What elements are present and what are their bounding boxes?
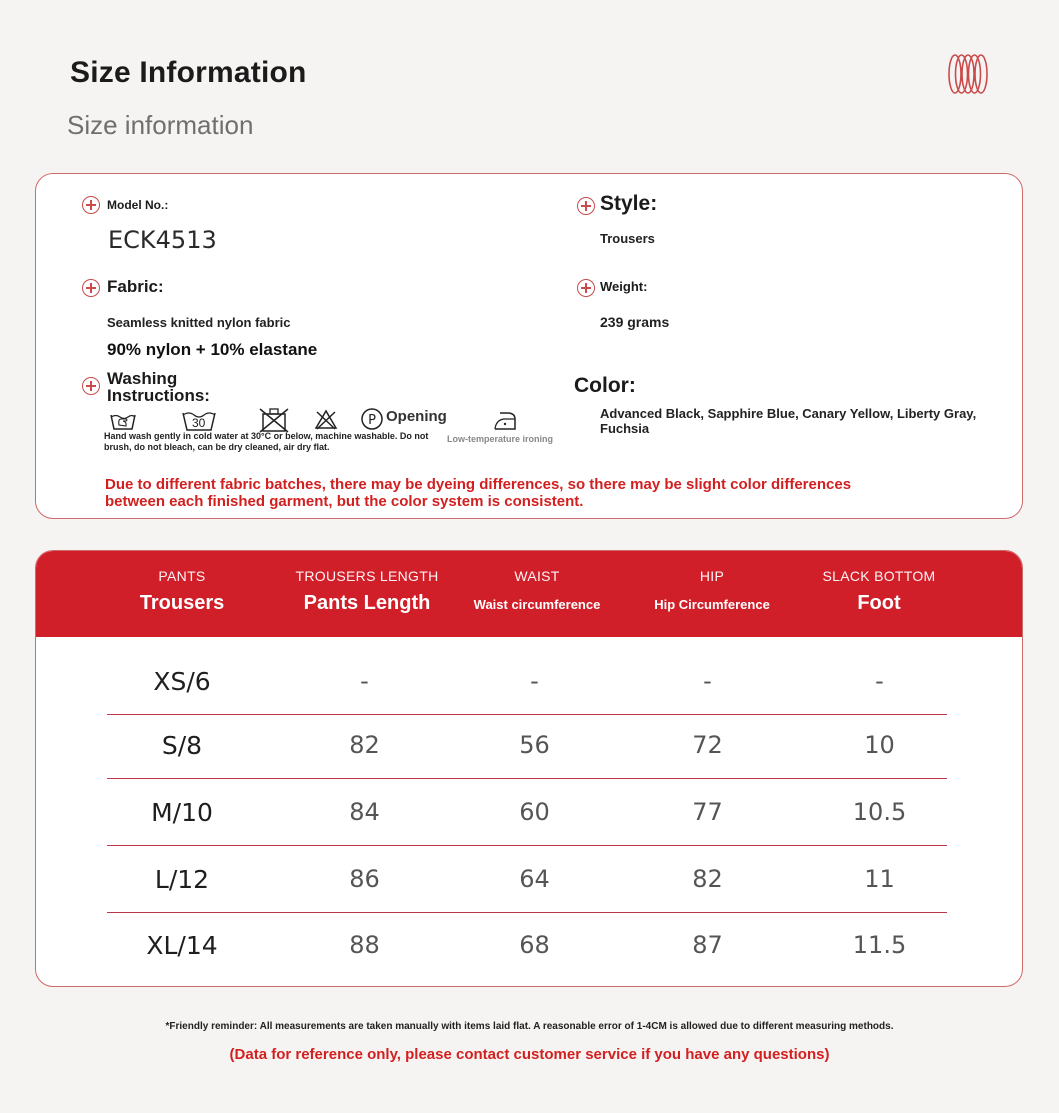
hip-cell: 72 xyxy=(692,731,723,759)
column-header-cn: Hip Circumference xyxy=(654,597,770,612)
foot-cell: 11 xyxy=(864,865,895,893)
column-header-hip xyxy=(627,551,797,637)
hand-wash-icon xyxy=(108,407,138,433)
foot-cell: 11.5 xyxy=(852,931,907,959)
fabric-label: Fabric: xyxy=(107,277,164,296)
washing-label: Washing Instructions: xyxy=(107,369,210,405)
length-cell: 84 xyxy=(349,798,380,826)
size-cell: L/12 xyxy=(154,865,210,894)
column-header-en: HIP xyxy=(699,568,725,584)
column-header-cn: Trousers xyxy=(139,592,225,614)
size-table-header xyxy=(36,551,1022,637)
column-header-cn: Foot xyxy=(857,592,901,614)
dry-clean-icon xyxy=(360,407,384,431)
length-cell: 82 xyxy=(349,731,380,759)
plus-icon xyxy=(577,197,595,215)
model-value: ECK4513 xyxy=(108,226,217,254)
length-cell: 86 xyxy=(349,865,380,893)
foot-cell: - xyxy=(875,667,884,695)
fabric-description: Seamless knitted nylon fabric xyxy=(107,315,291,330)
column-header-en: TROUSERS LENGTH xyxy=(295,568,439,584)
style-value: Trousers xyxy=(600,231,655,246)
plus-icon xyxy=(82,196,100,214)
opening-label: Opening xyxy=(386,408,447,425)
plus-icon xyxy=(82,279,100,297)
waist-cell: - xyxy=(530,667,539,695)
column-header-en: SLACK BOTTOM xyxy=(822,568,936,584)
fabric-composition: 90% nylon + 10% elastane xyxy=(107,340,318,359)
column-header-cn: Waist circumference xyxy=(473,597,601,612)
dye-warning: Due to different fabric batches, there may be dyeing differences, so there may be slight color differences between each finished garment, but the color system is consistent. xyxy=(105,476,852,510)
plus-icon xyxy=(82,377,100,395)
length-cell: - xyxy=(360,667,369,695)
weight-label: Weight: xyxy=(600,279,648,294)
page-subtitle: Size information xyxy=(67,110,254,140)
no-tumble-dry-icon xyxy=(258,407,290,433)
foot-cell: 10 xyxy=(864,731,895,759)
measurement-reminder: *Friendly reminder: All measurements are taken manually with items laid flat. A reasonable error of 1-4CM is allowed due to different measuring methods. xyxy=(165,1021,894,1032)
ironing-note: Low-temperature ironing xyxy=(447,434,554,444)
svg-text:P: P xyxy=(368,413,376,428)
table-row xyxy=(107,648,947,715)
product-info-card xyxy=(35,173,1023,519)
iron-icon xyxy=(492,407,518,433)
table-row xyxy=(107,846,947,913)
length-cell: 88 xyxy=(349,931,380,959)
wash-temperature: 30 xyxy=(192,416,206,430)
column-header-en: PANTS xyxy=(158,568,206,584)
reference-note: (Data for reference only, please contact customer service if you have any questions) xyxy=(229,1046,830,1063)
hip-cell: 82 xyxy=(692,865,723,893)
style-label: Style: xyxy=(600,192,658,215)
column-header-cn: Pants Length xyxy=(303,592,431,614)
color-value: Advanced Black, Sapphire Blue, Canary Yellow, Liberty Gray, Fuchsia xyxy=(600,406,977,436)
table-row xyxy=(107,779,947,846)
column-header-pants xyxy=(92,551,272,637)
brand-logo-icon xyxy=(946,52,990,96)
table-row xyxy=(107,912,947,979)
hip-cell: 77 xyxy=(692,798,723,826)
table-row xyxy=(107,712,947,779)
column-header-waist xyxy=(452,551,622,637)
plus-icon xyxy=(577,279,595,297)
waist-cell: 68 xyxy=(519,931,550,959)
column-header-length xyxy=(277,551,457,637)
model-label: Model No.: xyxy=(107,198,169,212)
size-cell: S/8 xyxy=(161,731,203,760)
foot-cell: 10.5 xyxy=(852,798,907,826)
waist-cell: 64 xyxy=(519,865,550,893)
size-cell: XS/6 xyxy=(153,667,211,696)
page-title: Size Information xyxy=(70,56,307,89)
size-cell: M/10 xyxy=(151,798,213,827)
size-table xyxy=(35,550,1023,987)
waist-cell: 56 xyxy=(519,731,550,759)
column-header-foot xyxy=(789,551,969,637)
washing-note: Hand wash gently in cold water at 30°C or below, machine washable. Do not brush, do not bleach, can be dry cleaned, air dry flat. xyxy=(104,431,429,452)
size-cell: XL/14 xyxy=(146,931,218,960)
column-header-en: WAIST xyxy=(514,568,560,584)
hip-cell: - xyxy=(703,667,712,695)
color-label: Color: xyxy=(574,374,636,397)
no-bleach-icon xyxy=(313,407,339,433)
weight-value: 239 grams xyxy=(600,314,670,330)
waist-cell: 60 xyxy=(519,798,550,826)
hip-cell: 87 xyxy=(692,931,723,959)
